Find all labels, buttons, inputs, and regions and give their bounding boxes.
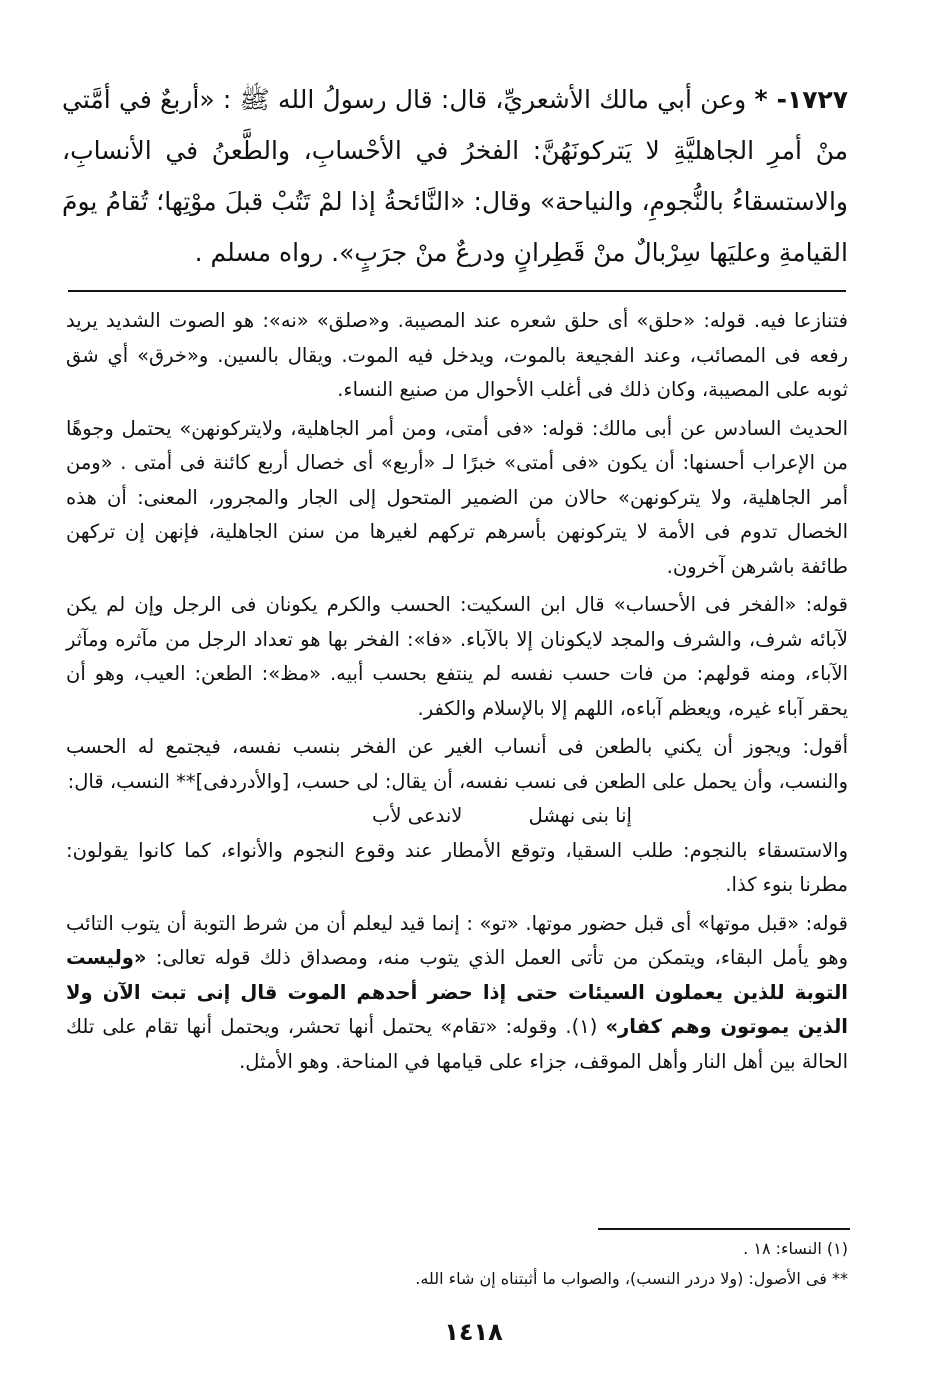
hadith-text-block xyxy=(62,74,848,278)
footnote-1: (١) النساء: ١٨ . xyxy=(743,1239,848,1258)
footnote-reference: (١) xyxy=(571,1015,598,1038)
footnotes-block xyxy=(66,1234,848,1294)
commentary-paragraph-6 xyxy=(66,907,848,1080)
commentary-paragraph-4: أقول: ويجوز أن يكني بالطعن فى أنساب الغير عن الفخر بنسب نفسه، فيجتمع له الحسب والنسب، وأن يحمل على الطعن فى نسب نفسه، أن يقال: لى حسب، [والأدردفى]** النسب، قال: xyxy=(66,735,848,793)
page-number: ١٤١٨ xyxy=(444,1318,503,1346)
footnote-divider xyxy=(598,1228,850,1230)
commentary-block xyxy=(66,304,848,1083)
verse-first-hemistich: إنا بنى نهشل xyxy=(528,804,632,827)
paragraph-6-intro: قوله: «قبل موتها» أى قبل حضور موتها. «تو» : إنما قيد ليعلم أن من شرط التوبة أن يتوب التائب وهو يأمل البقاء، ويتمكن من تأتى العمل الذي يتوب منه، ومصداق ذلك قوله تعالى: xyxy=(66,911,848,969)
commentary-paragraph-3: قوله: «الفخر فى الأحساب» قال ابن السكيت: الحسب والكرم يكونان فى الرجل وإن لم يكن لآبائه شرف، والشرف والمجد لايكونان إلا بالآباء. «فا»: الفخر بها هو تعداد الرجل من مآثره ومآثر الآباء، ومنه قولهم: من فات حسب نفسه لم ينتفع بحسب أبيه. «مظ»: الطعن: العيب، وهو أن يحقر آباء غيره، ويعظم آباءه، اللهم إلا بالإسلام والكفر. xyxy=(66,593,848,720)
quran-quote: «وليست التوبة للذين يعملون السيئات حتى إذا حضر أحدهم الموت قال إنى تبت الآن ولا الذين يموتون وهم كفار» xyxy=(66,946,848,1038)
hadith-number: ١٧٢٧- * xyxy=(754,85,848,114)
commentary-paragraph-5: والاستسقاء بالنجوم: طلب السقيا، وتوقع الأمطار عند وقوع النجوم والأنواء، كما كانوا يقولون: مطرنا بنوء كذا. xyxy=(66,838,848,896)
divider-line xyxy=(68,290,846,292)
commentary-paragraph-2: الحديث السادس عن أبى مالك: قوله: «فى أمتى، ومن أمر الجاهلية، ولايتركونهن» يحتمل وجوهًا من الإعراب أحسنها: أن يكون «فى أمتى» خبرًا لـ «أربع» أى خصال أربع كائنة فى أمتى . «ومن أمر الجاهلية، ولا يتركونهن» حالان من الضمير المتحول إلى الجار والمجرور، المعنى: أن هذه الخصال تدوم فى الأمة لا يتركونهن بأسرهم تركهم لغيرها من سنن الجاهلية، فإنهن إن تركهن طائفة باشرهن آخرون. xyxy=(66,416,848,578)
commentary-paragraph-1: فتنازعا فيه. قوله: «حلق» أى حلق شعره عند المصيبة. و«صلق» «نه»: هو الصوت الشديد يريد رفعه فى المصائب، وعند الفجيعة بالموت، ويدخل فيه الموت. ويقال بالسين. و«خرق» أي شق ثوبه على المصيبة، وكان ذلك فى أغلب الأحوال من صنيع النساء. xyxy=(66,309,848,401)
footnote-2: ** فى الأصول: (ولا دردر النسب)، والصواب ما أثبتناه إن شاء الله. xyxy=(415,1269,848,1288)
hadith-body: وعن أبي مالك الأشعريِّ، قال: قال رسولُ الله ﷺ : «أربعٌ في أمَّتي منْ أمرِ الجاهليَّةِ لا يَتركونَهُنَّ: الفخرُ في الأحْسابِ، والطَّعنُ في الأنسابِ، والاستسقاءُ بالنُّجومِ، والنياحة» وقال: «النَّائحةُ إذا لمْ تَتُبْ قبلَ موْتِها؛ تُقامُ يومَ القيامةِ وعليَها سِرْبالٌ منْ قَطِرانٍ ودرعٌ منْ جرَبٍ». رواه مسلم . xyxy=(62,85,848,267)
poetry-verse xyxy=(66,799,848,834)
paragraph-6-rest: . وقوله: «تقام» يحتمل أنها تحشر، ويحتمل أنها تقام على تلك الحالة بين أهل النار وأهل الموقف، جزاء على قيامها في المناحة. وهو الأمثل. xyxy=(66,1015,848,1073)
verse-second-hemistich: لاندعى لأب xyxy=(372,804,463,827)
hadith-paragraph xyxy=(62,74,848,278)
